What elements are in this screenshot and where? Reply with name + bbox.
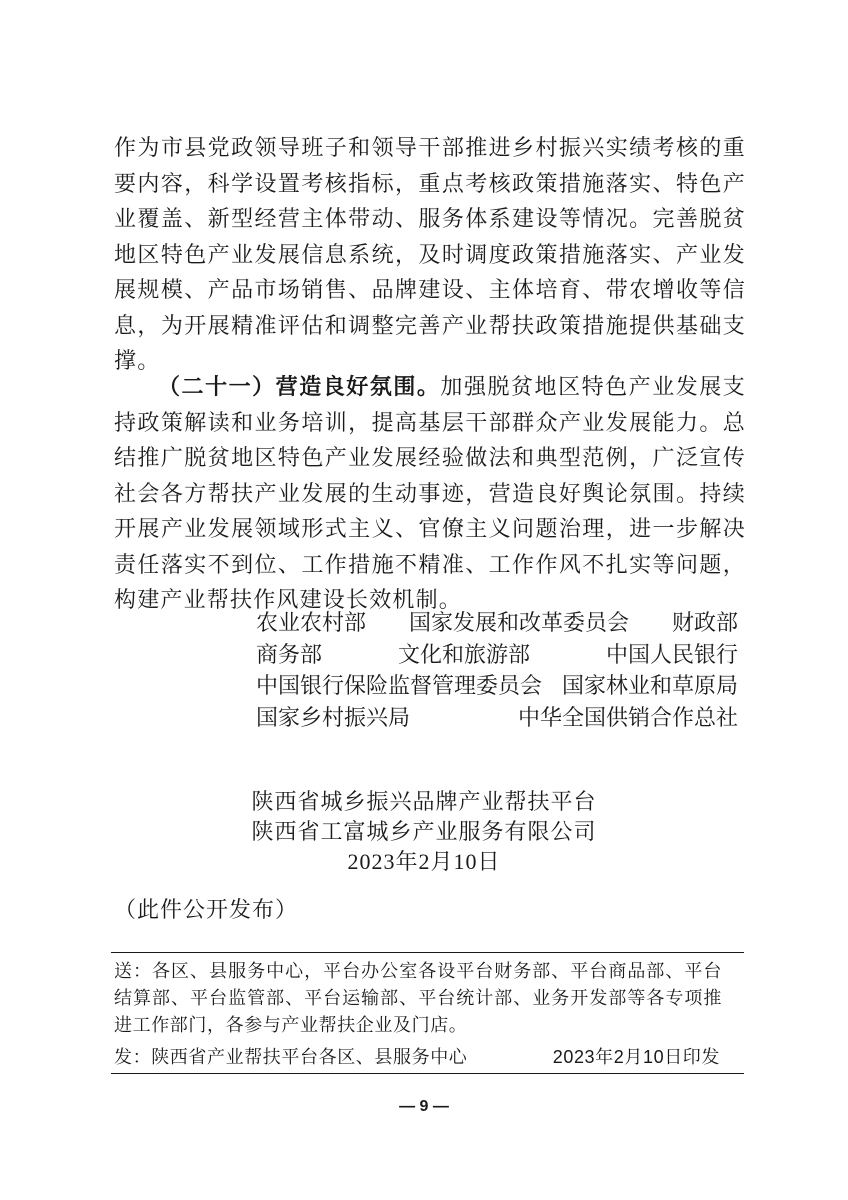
- footer-bottom-rule: [111, 1073, 744, 1074]
- issued-line: [114, 1043, 720, 1069]
- issuer-name-1: 陕西省城乡振兴品牌产业帮扶平台: [251, 790, 597, 815]
- signer: 中华全国供销合作总社: [517, 705, 738, 731]
- distribution-list: 送：各区、县服务中心，平台办公室各设平台财务部、平台商品部、平台结算部、平台监管部、平台运输部、平台统计部、业务开发部等各专项推进工作部门，各参与产业帮扶企业及门店。: [114, 961, 722, 1036]
- issuer-name-2: 陕西省工富城乡产业服务有限公司: [251, 820, 597, 845]
- signer-row: [256, 608, 738, 640]
- section-text: 加强脱贫地区特色产业发展支持政策解读和业务培训，提高基层干部群众产业发展能力。总结推广脱贫地区特色产业发展经验做法和典型范例，广泛宣传社会各方帮扶产业发展的生动事迹，营造良好舆论氛围。持续开展产业发展领域形式主义、官僚主义问题治理，进一步解决责任落实不到位、工作措施不精准、工作作风不扎实等问题，构建产业帮扶作风建设长效机制。: [114, 375, 746, 613]
- signer: 文化和旅游部: [397, 642, 530, 668]
- body-paragraph-2: [114, 370, 746, 619]
- signer: 商务部: [256, 642, 323, 668]
- signer: 中国人民银行: [605, 642, 738, 668]
- issue-date: 2023年2月10日: [347, 849, 501, 874]
- signer-row: [256, 671, 738, 703]
- signer: 国家发展和改革委员会: [408, 611, 629, 636]
- body-paragraph-1: 作为市县党政领导班子和领导干部推进乡村振兴实绩考核的重要内容，科学设置考核指标，重点考核政策措施落实、特色产业覆盖、新型经营主体带动、服务体系建设等情况。完善脱贫地区特色产业发展信息系统，及时调度政策措施落实、产业发展规模、产品市场销售、品牌建设、主体培育、带农增收等信息，为开展精准评估和调整完善产业帮扶政策措施提供基础支撑。: [114, 136, 746, 374]
- signer: 农业农村部: [256, 611, 367, 636]
- signer-row: [256, 703, 738, 735]
- page-number: — 9 —: [399, 1098, 449, 1115]
- signer: 财政部: [671, 611, 738, 636]
- signer: 国家乡村振兴局: [256, 705, 411, 731]
- issued-by: 发：陕西省产业帮扶平台各区、县服务中心: [114, 1047, 468, 1068]
- signing-agencies: [256, 608, 738, 734]
- footer-top-rule: [111, 952, 744, 953]
- signer-row: [256, 640, 738, 672]
- section-heading: （二十一）营造良好氛围。: [158, 374, 441, 400]
- signer: 国家林业和草原局: [561, 674, 738, 699]
- issued-date: 2023年2月10日印发: [552, 1047, 720, 1067]
- signer: 中国银行保险监督管理委员会: [256, 674, 543, 699]
- publication-note: （此件公开发布）: [114, 898, 299, 923]
